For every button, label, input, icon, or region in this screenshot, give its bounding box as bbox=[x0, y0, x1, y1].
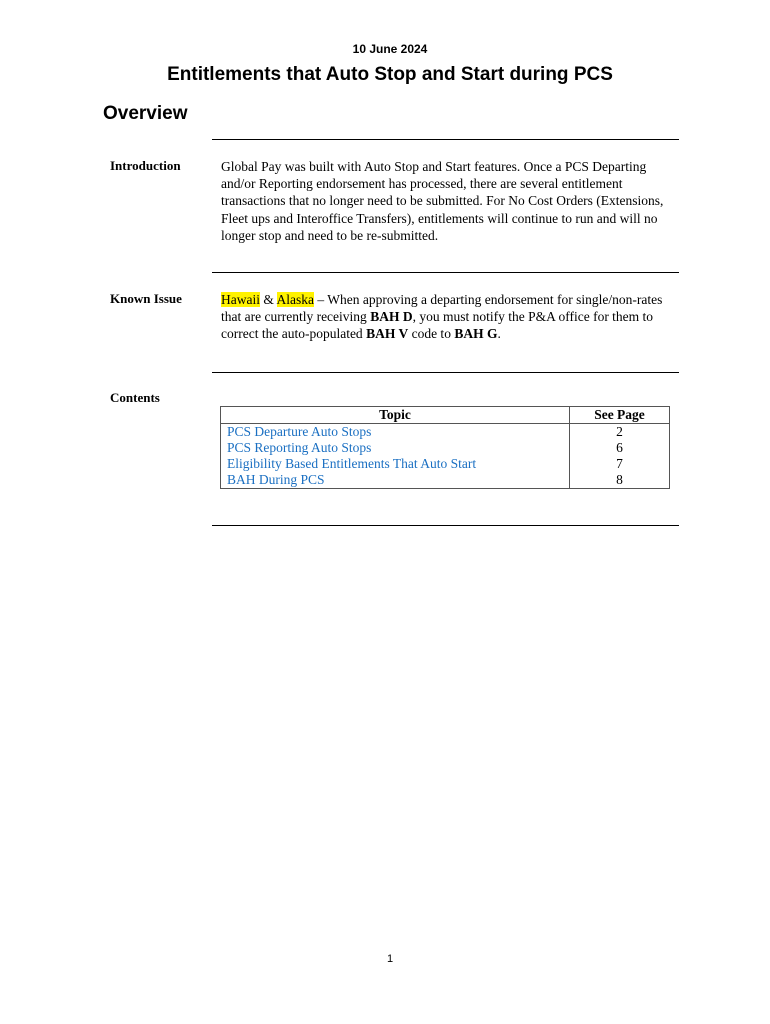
contents-topic-link[interactable]: Eligibility Based Entitlements That Auto Start bbox=[221, 456, 570, 472]
table-row bbox=[221, 424, 670, 441]
divider bbox=[212, 372, 679, 373]
table-row bbox=[221, 472, 670, 489]
known-issue-text-d: . bbox=[497, 326, 501, 342]
contents-label: Contents bbox=[110, 390, 160, 405]
divider bbox=[212, 272, 679, 273]
contents-topic-link[interactable]: BAH During PCS bbox=[221, 472, 570, 489]
contents-page-number: 6 bbox=[570, 440, 670, 456]
contents-topic-link[interactable]: PCS Reporting Auto Stops bbox=[221, 440, 570, 456]
introduction-text: Global Pay was built with Auto Stop and Start features. Once a PCS Departing and/or Reporting endorsement has processed, there are several entitlement transactions that no longer need to be submitted. For No Cost Orders (Extensions, Fleet ups and Interoffice Transfers), entitlements will continue to run and will no longer stop and need to be re-submitted. bbox=[221, 159, 664, 243]
divider bbox=[212, 525, 679, 526]
page-number: 1 bbox=[386, 953, 394, 965]
known-issue-text-c: code to bbox=[408, 326, 455, 342]
contents-topic-link[interactable]: PCS Departure Auto Stops bbox=[221, 424, 570, 441]
introduction-label: Introduction bbox=[110, 158, 181, 173]
contents-page-number: 7 bbox=[570, 456, 670, 472]
known-issue-label: Known Issue bbox=[110, 291, 182, 306]
known-issue-text-b: , you must notify the P&A office for them to correct the auto-populated bbox=[221, 309, 654, 342]
table-row bbox=[221, 456, 670, 472]
contents-header-page: See Page bbox=[570, 407, 670, 424]
highlight-alaska: Alaska bbox=[276, 292, 314, 307]
document-title: Entitlements that Auto Stop and Start during PCS bbox=[167, 64, 613, 85]
document-date: 10 June 2024 bbox=[352, 42, 428, 56]
known-issue-bold-bah-d: BAH D bbox=[370, 309, 413, 325]
contents-header-row bbox=[221, 407, 670, 424]
section-heading-overview: Overview bbox=[103, 103, 188, 124]
divider bbox=[212, 139, 679, 140]
known-issue-bold-bah-v: BAH V bbox=[366, 326, 409, 342]
contents-page-number: 2 bbox=[570, 424, 670, 441]
known-issue-text bbox=[221, 291, 676, 343]
contents-table bbox=[220, 406, 670, 489]
contents-header-topic: Topic bbox=[221, 407, 570, 424]
known-issue-bold-bah-g: BAH G bbox=[454, 326, 498, 342]
highlight-separator: & bbox=[259, 292, 277, 307]
highlight-hawaii: Hawaii bbox=[221, 292, 260, 307]
table-row bbox=[221, 440, 670, 456]
contents-page-number: 8 bbox=[570, 472, 670, 489]
known-issue-text-a: – When approving a departing endorsement for single/non-rates that are currently receiving bbox=[221, 292, 663, 325]
